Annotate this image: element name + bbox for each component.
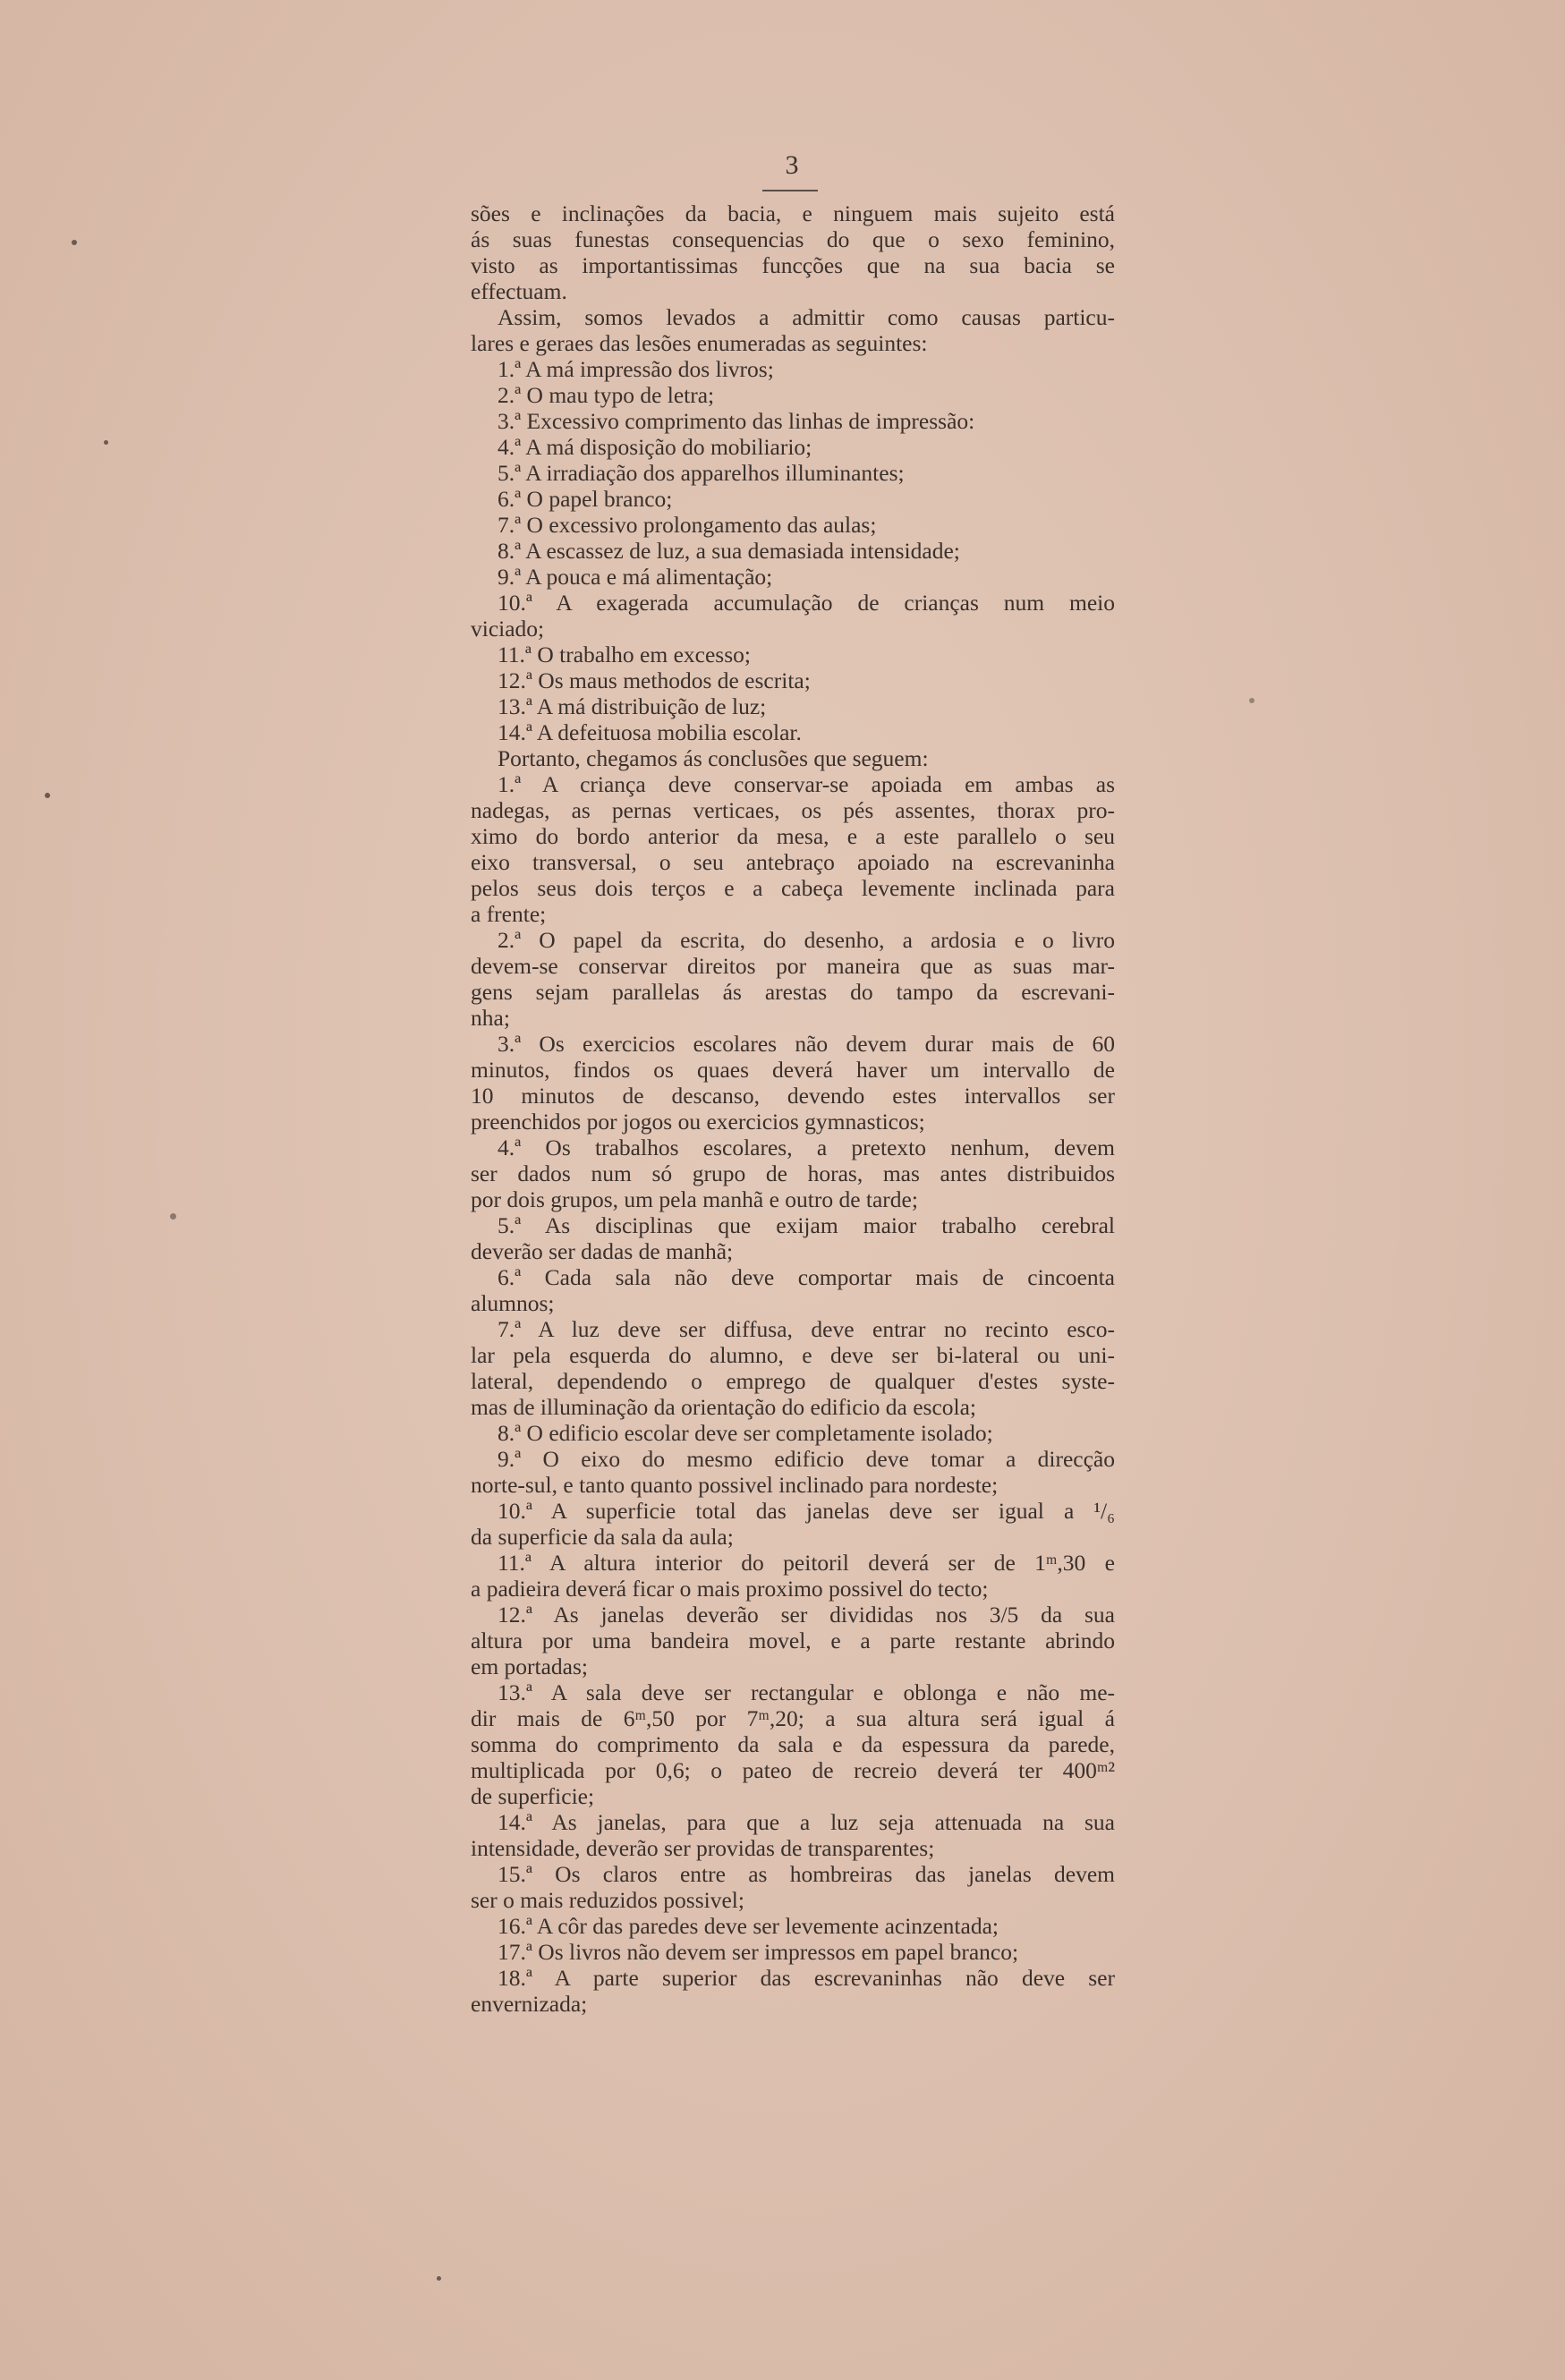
text-line: 9.ª A pouca e má alimentação;: [498, 564, 773, 590]
text-line: 11.ª O trabalho em excesso;: [498, 642, 751, 667]
text-line: 8.ª O edificio escolar deve ser completamente isolado;: [498, 1420, 993, 1446]
text-line: deverão ser dadas de manhã;: [471, 1238, 734, 1264]
paper-speck: [170, 1213, 176, 1220]
text-line: 3.ª Excessivo comprimento das linhas de impressão:: [498, 408, 975, 434]
text-line: 6.ª O papel branco;: [498, 486, 673, 512]
text-line: 6.ª Cada sala não deve comportar mais de cincoenta: [498, 1264, 1115, 1290]
text-line: 2.ª O papel da escrita, do desenho, a ardosia e o livro: [498, 927, 1115, 953]
text-line: por dois grupos, um pela manhã e outro de tarde;: [471, 1186, 918, 1212]
text-line: multiplicada por 0,6; o pateo de recreio deverá ter 400ᵐ²: [471, 1757, 1115, 1783]
text-line: 8.ª A escassez de luz, a sua demasiada intensidade;: [498, 538, 960, 564]
text-line: 1.ª A criança deve conservar-se apoiada em ambas as: [498, 771, 1115, 797]
text-line: sões e inclinações da bacia, e ninguem mais sujeito está: [471, 200, 1115, 226]
text-line: lateral, dependendo o emprego de qualquer d'estes syste-: [471, 1368, 1115, 1394]
text-line: lares e geraes das lesões enumeradas as seguintes:: [471, 330, 928, 356]
text-line: 15.ª Os claros entre as hombreiras das janelas devem: [498, 1861, 1115, 1887]
page-number-rule: [762, 190, 818, 191]
text-line: 5.ª A irradiação dos apparelhos illuminantes;: [498, 460, 905, 486]
text-line: 14.ª A defeituosa mobilia escolar.: [498, 719, 802, 745]
text-line: 4.ª A má disposição do mobiliario;: [498, 434, 812, 460]
paper-speck: [104, 440, 108, 445]
text-line: norte-sul, e tanto quanto possivel inclinado para nordeste;: [471, 1472, 999, 1498]
text-line: nadegas, as pernas verticaes, os pés assentes, thorax pro-: [471, 797, 1115, 823]
text-line: de superficie;: [471, 1783, 595, 1809]
text-line: 5.ª As disciplinas que exijam maior trabalho cerebral: [498, 1212, 1115, 1238]
paper-speck: [72, 240, 77, 245]
text-line: preenchidos por jogos ou exercicios gymnasticos;: [471, 1109, 925, 1135]
body-text: [471, 200, 1115, 2017]
page-number: 3: [785, 150, 799, 180]
text-line: ás suas funestas consequencias do que o sexo feminino,: [471, 226, 1115, 252]
text-line: nha;: [471, 1005, 510, 1031]
text-line: altura por uma bandeira movel, e a parte restante abrindo: [471, 1628, 1115, 1653]
text-line: viciado;: [471, 616, 545, 642]
text-line: 14.ª As janelas, para que a luz seja attenuada na sua: [498, 1809, 1115, 1835]
text-line: 7.ª O excessivo prolongamento das aulas;: [498, 512, 877, 538]
text-line: da superficie da sala da aula;: [471, 1524, 734, 1550]
paper-speck: [437, 2276, 441, 2281]
text-line: Assim, somos levados a admittir como causas particu-: [498, 304, 1115, 330]
text-line: ser dados num só grupo de horas, mas antes distribuidos: [471, 1160, 1115, 1186]
text-line: 7.ª A luz deve ser diffusa, deve entrar no recinto esco-: [498, 1316, 1115, 1342]
text-line: 3.ª Os exercicios escolares não devem durar mais de 60: [498, 1031, 1115, 1057]
text-line: gens sejam parallelas ás arestas do tampo da escrevani-: [471, 979, 1115, 1005]
text-line: 18.ª A parte superior das escrevaninhas não deve ser: [498, 1965, 1115, 1991]
text-line: 10.ª A superficie total das janelas deve ser igual a ¹/₆: [498, 1498, 1115, 1524]
text-line: 1.ª A má impressão dos livros;: [498, 356, 774, 382]
paper-speck: [45, 793, 50, 798]
text-line: mas de illuminação da orientação do edificio da escola;: [471, 1394, 977, 1420]
text-line: a padieira deverá ficar o mais proximo possivel do tecto;: [471, 1576, 989, 1602]
text-line: Portanto, chegamos ás conclusões que seguem:: [498, 745, 929, 771]
text-line: minutos, findos os quaes deverá haver um intervallo de: [471, 1057, 1115, 1083]
text-line: a frente;: [471, 901, 547, 927]
text-line: visto as importantissimas funcções que na sua bacia se: [471, 252, 1115, 278]
text-line: 9.ª O eixo do mesmo edificio deve tomar a direcção: [498, 1446, 1115, 1472]
text-line: pelos seus dois terços e a cabeça levemente inclinada para: [471, 875, 1115, 901]
text-line: 2.ª O mau typo de letra;: [498, 382, 715, 408]
text-line: dir mais de 6ᵐ,50 por 7ᵐ,20; a sua altura será igual á: [471, 1705, 1115, 1731]
text-line: somma do comprimento da sala e da espessura da parede,: [471, 1731, 1115, 1757]
text-line: intensidade, deverão ser providas de transparentes;: [471, 1835, 935, 1861]
text-line: 11.ª A altura interior do peitoril deverá ser de 1ᵐ,30 e: [498, 1550, 1115, 1576]
text-line: alumnos;: [471, 1290, 555, 1316]
text-line: em portadas;: [471, 1653, 588, 1679]
text-line: 10 minutos de descanso, devendo estes intervallos ser: [471, 1083, 1115, 1109]
text-line: 12.ª As janelas deverão ser divididas nos 3/5 da sua: [498, 1602, 1115, 1628]
paper-speck: [1249, 698, 1255, 703]
text-line: 13.ª A sala deve ser rectangular e oblonga e não me-: [498, 1679, 1115, 1705]
text-line: ximo do bordo anterior da mesa, e a este parallelo o seu: [471, 823, 1115, 849]
text-line: devem-se conservar direitos por maneira que as suas mar-: [471, 953, 1115, 979]
text-line: 17.ª Os livros não devem ser impressos em papel branco;: [498, 1939, 1019, 1965]
text-line: 13.ª A má distribuição de luz;: [498, 693, 767, 719]
text-line: 12.ª Os maus methodos de escrita;: [498, 667, 811, 693]
text-line: 16.ª A côr das paredes deve ser levemente acinzentada;: [498, 1913, 999, 1939]
text-line: lar pela esquerda do alumno, e deve ser bi-lateral ou uni-: [471, 1342, 1115, 1368]
text-line: envernizada;: [471, 1991, 588, 2017]
text-line: ser o mais reduzidos possivel;: [471, 1887, 744, 1913]
text-line: 10.ª A exagerada accumulação de crianças num meio: [498, 590, 1115, 616]
text-line: 4.ª Os trabalhos escolares, a pretexto nenhum, devem: [498, 1135, 1115, 1160]
text-line: effectuam.: [471, 278, 567, 304]
text-line: eixo transversal, o seu antebraço apoiado na escrevaninha: [471, 849, 1115, 875]
